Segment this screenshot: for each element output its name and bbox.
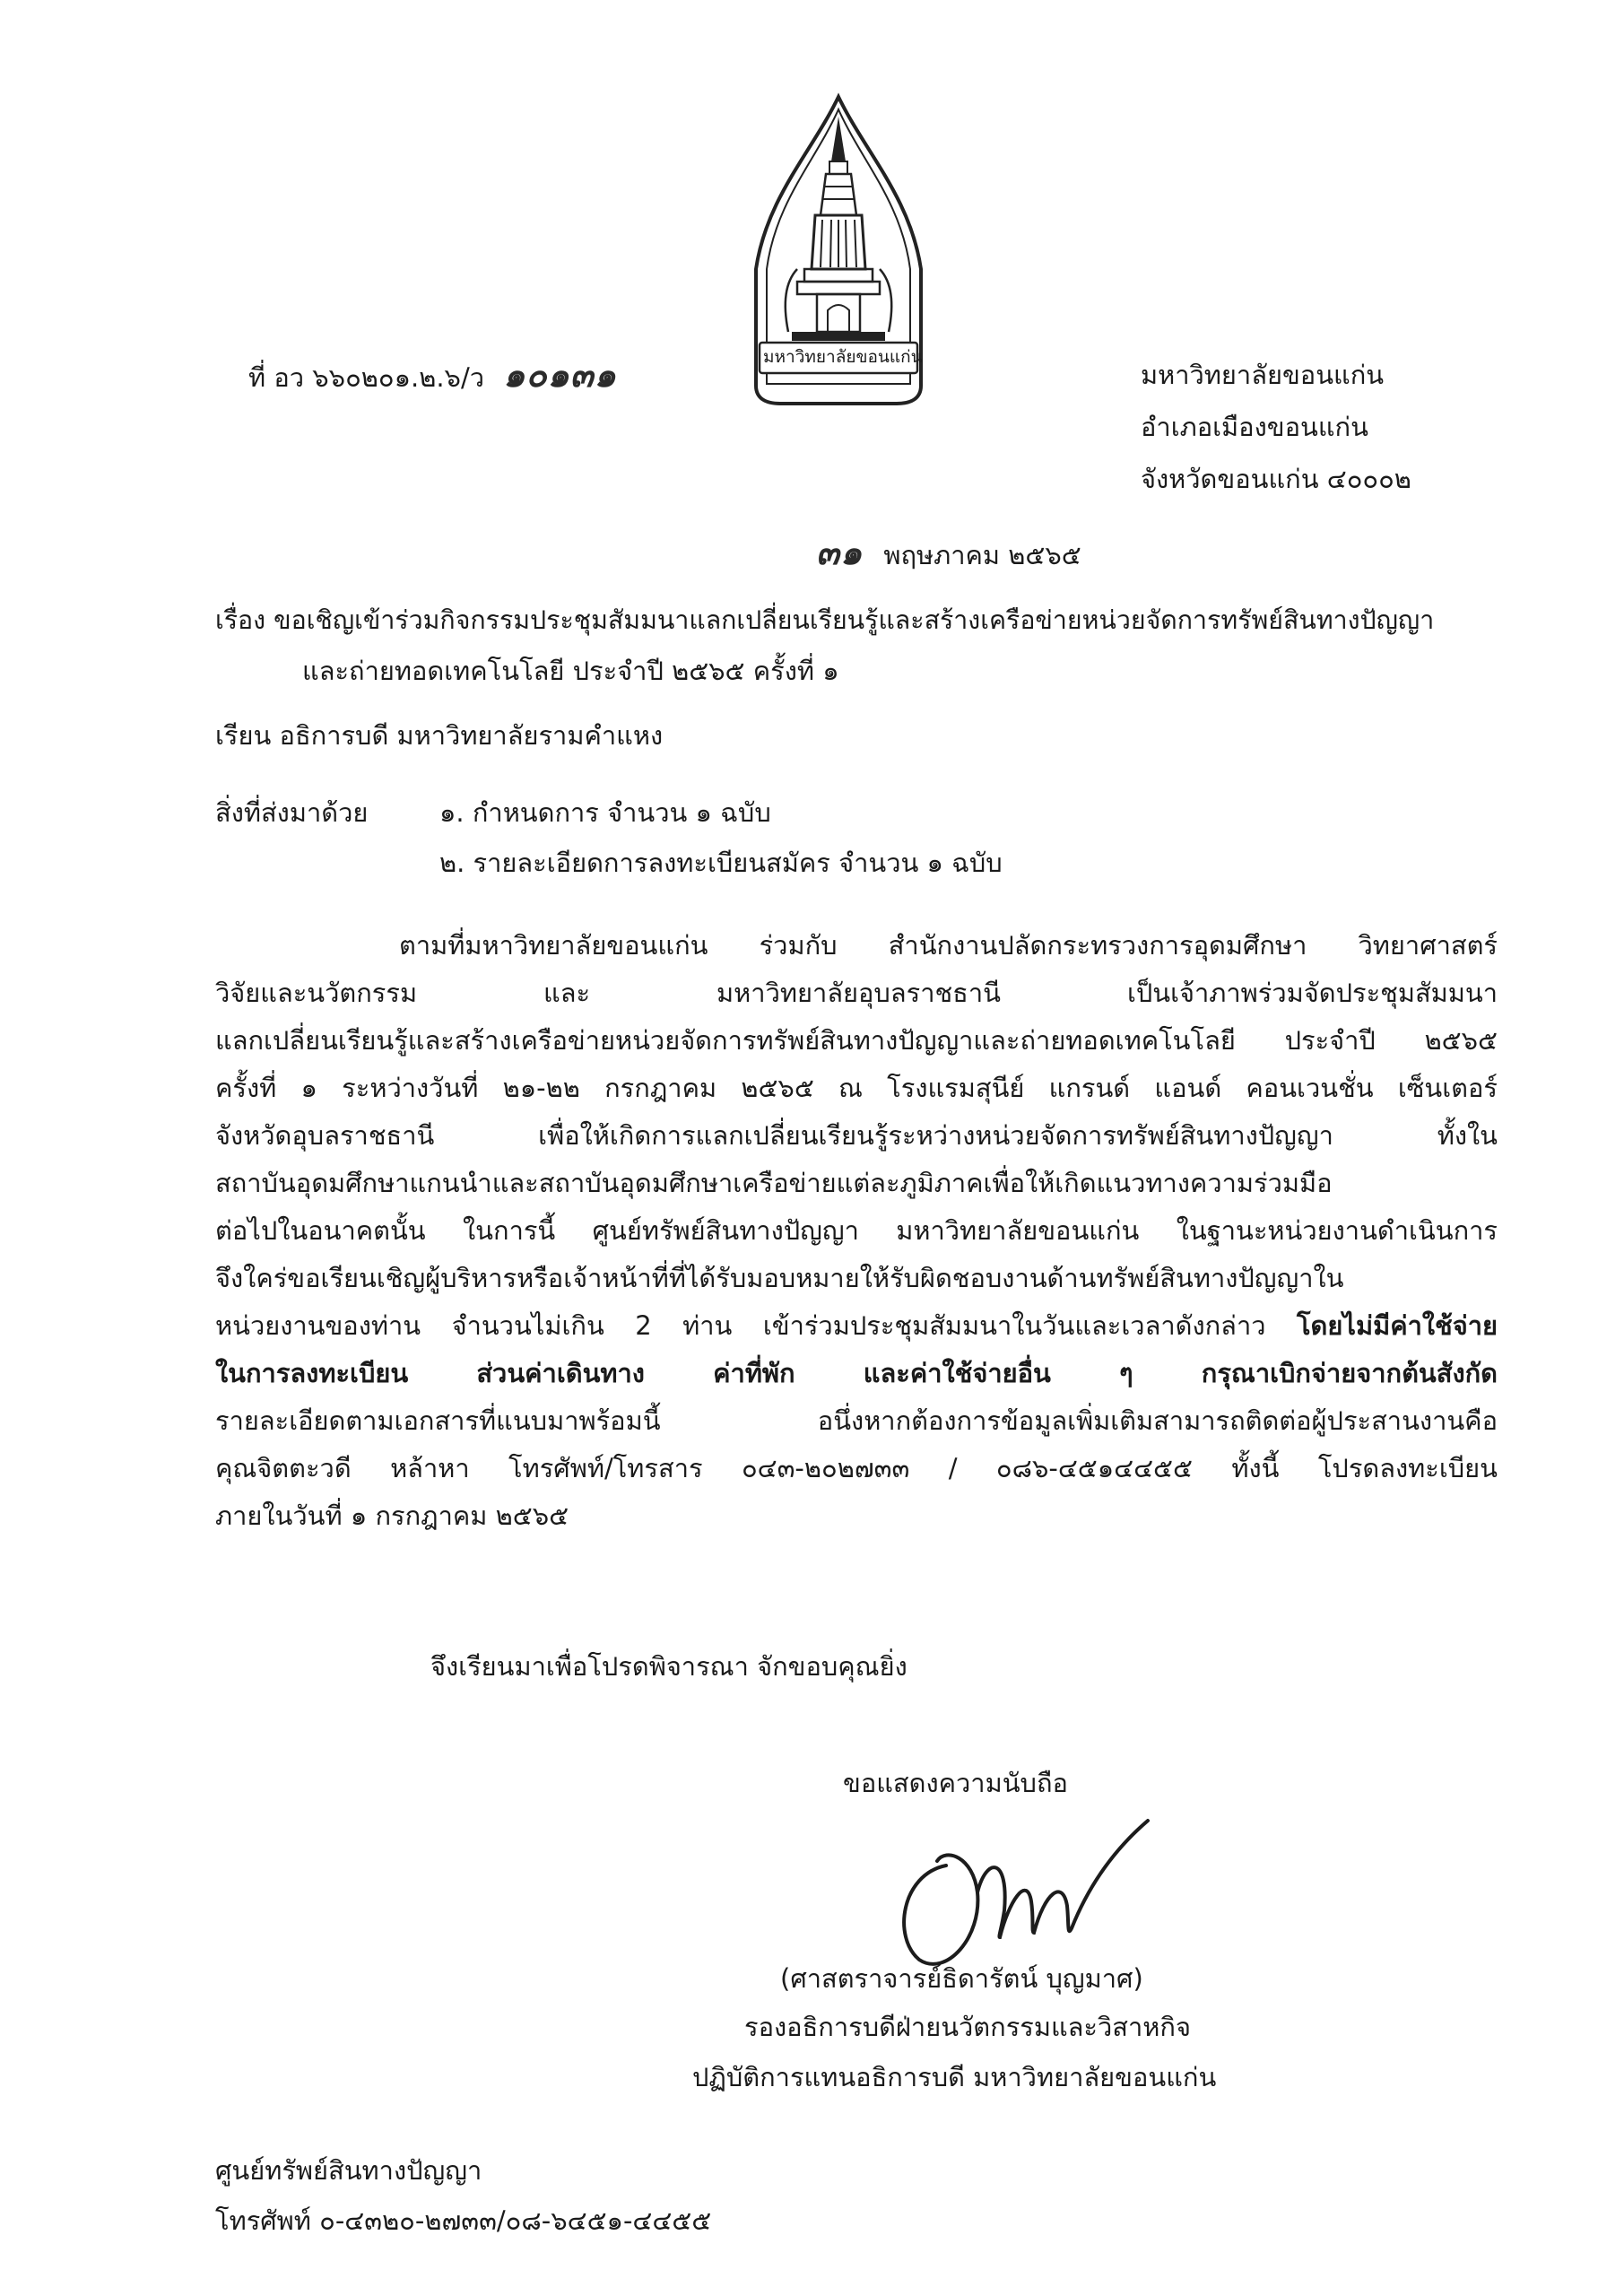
signatory-acting: ปฏิบัติการแทนอธิการบดี มหาวิทยาลัยขอนแก่น (692, 2062, 1217, 2092)
enclosures-label: สิ่งที่ส่งมาด้วย (215, 797, 369, 828)
date-month-year: พฤษภาคม ๒๕๖๕ (883, 540, 1081, 570)
address-line-3: จังหวัดขอนแก่น ๔๐๐๐๒ (1141, 464, 1411, 494)
body-bold-text: โดยไม่มีค่าใช้จ่าย (1296, 1310, 1498, 1341)
signatory-name: (ศาสตราจารย์ธิดารัตน์ บุญมาศ) (780, 1963, 1143, 1994)
body-paragraph (215, 922, 1498, 1540)
seal-caption: มหาวิทยาลัยขอนแก่น (763, 347, 923, 367)
enclosure-item-1: ๑. กำหนดการ จำนวน ๑ ฉบับ (439, 797, 771, 828)
subject-line-2: และถ่ายทอดเทคโนโลยี ประจำปี ๒๕๖๕ ครั้งที่ ๑ (302, 656, 839, 686)
body-line: วิจัยและนวัตกรรม และ มหาวิทยาลัยอุบลราชธานี เป็นเจ้าภาพร่วมจัดประชุมสัมมนา (215, 978, 1498, 1008)
recipient: เรียน อธิการบดี มหาวิทยาลัยรามคำแหง (215, 720, 664, 751)
enclosure-item-2: ๒. รายละเอียดการลงทะเบียนสมัคร จำนวน ๑ ฉบับ (439, 848, 1003, 878)
footer-unit: ศูนย์ทรัพย์สินทางปัญญา (215, 2155, 482, 2186)
body-line: ครั้งที่ ๑ ระหว่างวันที่ ๒๑-๒๒ กรกฎาคม ๒๕๖๕ ณ โรงแรมสุนีย์ แกรนด์ แอนด์ คอนเวนชั่น เซ็นเตอร์ (215, 1073, 1498, 1103)
handwritten-signature (883, 1803, 1152, 1973)
regards: ขอแสดงความนับถือ (843, 1768, 1068, 1798)
footer-phone: โทรศัพท์ ๐-๔๓๒๐-๒๗๓๓/๐๘-๖๔๕๑-๔๔๕๕ (215, 2205, 712, 2236)
body-line: จังหวัดอุบลราชธานี เพื่อให้เกิดการแลกเปลี่ยนเรียนรู้ระหว่างหน่วยจัดการทรัพย์สินทางปัญญา ทั้งใน (215, 1120, 1498, 1151)
body-line: แลกเปลี่ยนเรียนรู้และสร้างเครือข่ายหน่วยจัดการทรัพย์สินทางปัญญาและถ่ายทอดเทคโนโลยี ประจำปี ๒๕๖๕ (215, 1025, 1498, 1056)
reference-label: ที่ อว ๖๖๐๒๐๑.๒.๖/ว (248, 362, 485, 393)
body-line: ต่อไปในอนาคตนั้น ในการนี้ ศูนย์ทรัพย์สินทางปัญญา มหาวิทยาลัยขอนแก่น ในฐานะหน่วยงานดำเนินการ (215, 1215, 1498, 1246)
signatory-title: รองอธิการบดีฝ่ายนวัตกรรมและวิสาหกิจ (744, 2012, 1191, 2042)
university-seal-logo (749, 90, 928, 422)
body-line: ตามที่มหาวิทยาลัยขอนแก่น ร่วมกับ สำนักงานปลัดกระทรวงการอุดมศึกษา วิทยาศาสตร์ (399, 930, 1498, 961)
letter-date (816, 532, 1081, 573)
date-day-handwritten: ๓๑ (816, 532, 864, 572)
subject-line-1: เรื่อง ขอเชิญเข้าร่วมกิจกรรมประชุมสัมมนาแลกเปลี่ยนเรียนรู้และสร้างเครือข่ายหน่วยจัดการทรัพย์สินทางปัญญา (215, 605, 1435, 635)
body-line: ภายในวันที่ ๑ กรกฎาคม ๒๕๖๕ (215, 1500, 569, 1531)
reference-number (248, 354, 617, 396)
body-line: จึงใคร่ขอเรียนเชิญผู้บริหารหรือเจ้าหน้าที่ที่ได้รับมอบหมายให้รับผิดชอบงานด้านทรัพย์สินทางปัญญาใน (215, 1263, 1344, 1293)
body-line-bold (215, 1350, 1498, 1397)
body-bold-text: ในการลงทะเบียน ส่วนค่าเดินทาง ค่าที่พัก และค่าใช้จ่ายอื่น ๆ กรุณาเบิกจ่ายจากต้นสังกัด (215, 1358, 1498, 1388)
body-text: หน่วยงานของท่าน จำนวนไม่เกิน 2 ท่าน เข้าร่วมประชุมสัมมนาในวันและเวลาดังกล่าว (215, 1310, 1266, 1341)
handwritten-reference-no: ๑๐๑๓๑ (503, 354, 617, 395)
body-line (215, 1302, 1498, 1350)
closing-line: จึงเรียนมาเพื่อโปรดพิจารณา จักขอบคุณยิ่ง (430, 1651, 908, 1682)
address-line-1: มหาวิทยาลัยขอนแก่น (1141, 360, 1385, 390)
body-line: คุณจิตตะวดี หล้าหา โทรศัพท์/โทรสาร ๐๔๓-๒๐๒๗๓๓ / ๐๘๖-๔๕๑๔๔๕๕ ทั้งนี้ โปรดลงทะเบียน (215, 1453, 1498, 1483)
body-line: สถาบันอุดมศึกษาแกนนำและสถาบันอุดมศึกษาเครือข่ายแต่ละภูมิภาคเพื่อให้เกิดแนวทางความร่วมมือ (215, 1168, 1333, 1198)
address-line-2: อำเภอเมืองขอนแก่น (1141, 412, 1368, 442)
body-line: รายละเอียดตามเอกสารที่แนบมาพร้อมนี้ อนึ่งหากต้องการข้อมูลเพิ่มเติมสามารถติดต่อผู้ประสานงานคือ (215, 1405, 1498, 1436)
